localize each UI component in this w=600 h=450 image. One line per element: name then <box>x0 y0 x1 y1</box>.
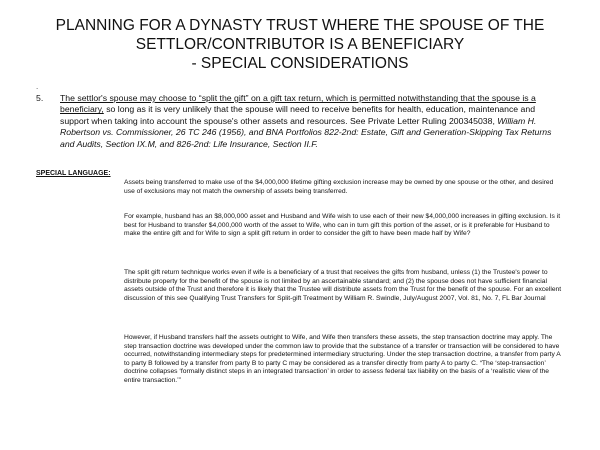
special-language-paragraph-2: For example, husband has an $8,000,000 asset and Husband and Wife wish to use each of their new $4,000,000 increases in gifting exclusion. Is it best for Husband to transfer $4,000,000 worth of the asset to Wife, who can in turn gift this portion of the asset, or is it preferable for Husband to make the entire gift and for Wife to sign a split gift return in order to consider the gift to have been made half by Wife? <box>124 213 561 238</box>
special-language-paragraph-4: However, if Husband transfers half the assets outright to Wife, and Wife then transfers these assets, the step transaction doctrine may apply. The step transaction doctrine was developed under the common law to provide that the substance of a transfer or transaction will be considered to have occurred, notwithstanding intermediary steps for predetermined intermediary structuring. Under the step transaction doctrine, a transfer from party A to party B followed by a transfer from party B to party C may be considered as a transfer directly from party A to party C. “The ‘step-transaction’ doctrine collapses ‘formally distinct steps in an integrated transaction’ in order to assess federal tax liability on the basis of a ‘realistic view of the entire transaction.’” <box>124 334 561 384</box>
item-text <box>60 93 566 150</box>
title-line-1: PLANNING FOR A DYNASTY TRUST WHERE THE SPOUSE OF THE <box>55 17 545 34</box>
stray-mark: . <box>36 82 39 91</box>
item-plain-text: so long as it is very unlikely that the spouse will need to receive benefits for health, education, maintenance and support when taking into account the spouse's other assets and resources. See Private Letter Ruling 200345038, <box>60 104 536 126</box>
special-language-paragraph-1: Assets being transferred to make use of the $4,000,000 lifetime gifting exclusion increase may be owned by one spouse or the other, and desired use of exclusions may not match the ownership of assets being transferred. <box>124 179 554 195</box>
item-number: 5. <box>36 93 44 103</box>
item-italic-citation: William H. Robertson vs. Commissioner, 26 TC 246 (1956), and BNA Portfolios 822-2nd: Estate, Gift and Generation-Skipping Tax Returns and Audits, Section IX.M, and 826-2nd: Life Insurance, Section II.F. <box>60 115 552 149</box>
title-line-2: SETTLOR/CONTRIBUTOR IS A BENEFICIARY <box>135 36 465 53</box>
numbered-item <box>36 93 566 150</box>
special-language-paragraph-3: The split gift return technique works even if wife is a beneficiary of a trust that receives the gifts from husband, unless (1) the Trustee's power to distribute property for the benefit of the spouse is not limited by an ascertainable standard; and (2) the spouse does not have sufficient financial assets outside of the Trust and therefore it is likely that the Trustee will distribute assets from the Trust for the benefit of the spouse. For an excellent discussion of this see Qualifying Trust Transfers for Split-gift Treatment by William R. Swindle, July/August 2007, Vol. 81, No. 7, FL Bar Journal <box>124 269 562 302</box>
item-underlined-text: The settlor's spouse may choose to “split the gift” on a gift tax return, which is permitted notwithstanding that the spouse is a beneficiary, <box>60 93 536 115</box>
special-language-heading: SPECIAL LANGUAGE: <box>36 170 111 177</box>
page-title <box>40 16 560 73</box>
title-line-3: - SPECIAL CONSIDERATIONS <box>191 55 409 72</box>
